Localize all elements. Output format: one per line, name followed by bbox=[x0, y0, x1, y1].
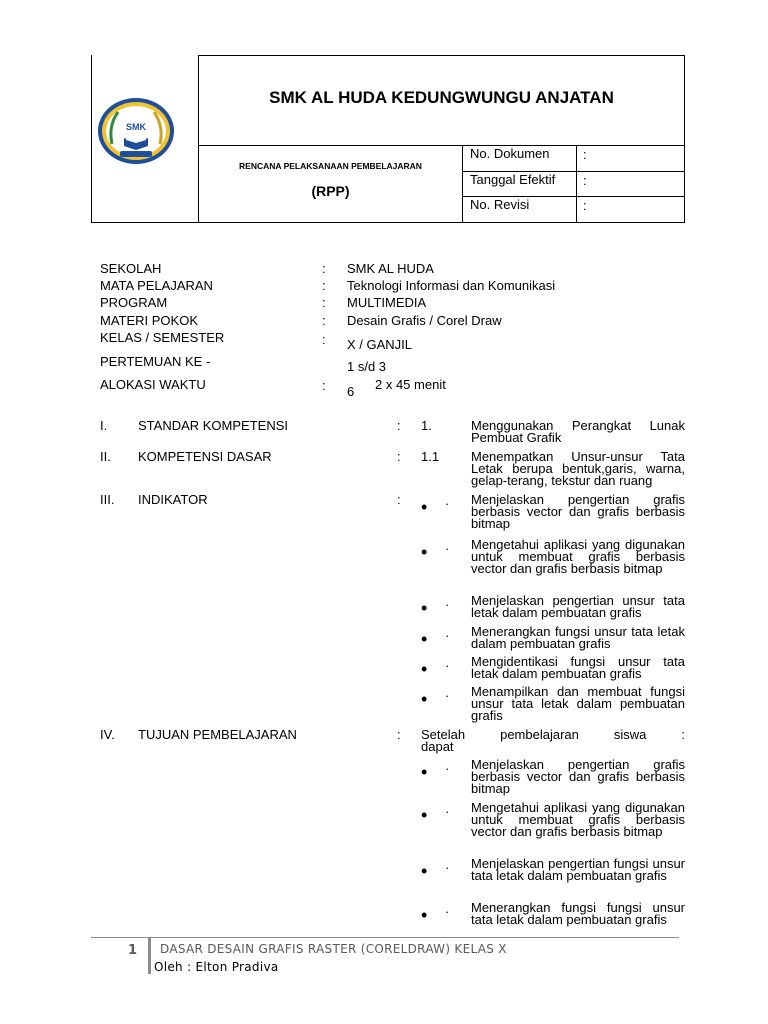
list-item: Menjelaskan pengertian fungsi unsur tata letak dalam pembuatan grafis bbox=[471, 856, 685, 883]
meta-colon: : bbox=[583, 198, 587, 213]
header-left-border bbox=[91, 55, 92, 223]
identity-colon: : bbox=[322, 278, 326, 293]
list-item: Menjelaskan pengertian grafis berbasis vector dan grafis berbasis bitmap bbox=[471, 492, 685, 531]
section-title: TUJUAN PEMBELAJARAN bbox=[138, 727, 297, 742]
dot-icon: · bbox=[445, 761, 450, 776]
section-text: Menempatkan Unsur-unsur Tata Letak berupa bentuk,garis, warna, gelap-terang, tekstur dan ruang bbox=[471, 449, 685, 488]
section-intro: Setelah pembelajaran siswa : dapat bbox=[421, 727, 685, 754]
section-text: Menggunakan Perangkat Lunak Pembuat Grafik bbox=[471, 418, 685, 445]
bullet-icon: • bbox=[421, 689, 428, 709]
identity-value: MULTIMEDIA bbox=[347, 295, 427, 310]
meta-colon: : bbox=[583, 147, 587, 162]
bullet-icon: • bbox=[421, 805, 428, 825]
list-item: Mengetahui aplikasi yang digunakan untuk membuat grafis berbasis vector dan grafis berbasis bitmap bbox=[471, 800, 685, 839]
identity-colon: : bbox=[322, 295, 326, 310]
section-number: II. bbox=[100, 449, 111, 464]
list-item: Mengidentikasi fungsi unsur tata letak dalam pembuatan grafis bbox=[471, 654, 685, 681]
identity-label: ALOKASI WAKTU bbox=[100, 377, 206, 392]
identity-value: SMK AL HUDA bbox=[347, 261, 434, 276]
identity-colon: : bbox=[322, 332, 326, 347]
identity-label: SEKOLAH bbox=[100, 261, 162, 276]
identity-value: 2 x 45 menit bbox=[375, 377, 446, 392]
dot-icon: · bbox=[445, 658, 450, 673]
identity-label: PERTEMUAN KE - bbox=[100, 354, 211, 369]
meta-label-no-dokumen: No. Dokumen bbox=[470, 146, 550, 161]
bullet-icon: • bbox=[421, 542, 428, 562]
identity-value: 1 s/d 3 bbox=[347, 359, 387, 374]
list-item: Menjelaskan pengertian grafis berbasis vector dan grafis berbasis bitmap bbox=[471, 757, 685, 796]
bullet-icon: • bbox=[421, 497, 428, 517]
identity-colon: : bbox=[322, 313, 326, 328]
list-item: Menerangkan fungsi unsur tata letak dalam pembuatan grafis bbox=[471, 624, 685, 651]
section-code: 1.1 bbox=[421, 449, 440, 464]
identity-value: Desain Grafis / Corel Draw bbox=[347, 313, 502, 328]
dot-icon: · bbox=[445, 688, 450, 703]
list-item: Mengetahui aplikasi yang digunakan untuk membuat grafis berbasis vector dan grafis berbasis bitmap bbox=[471, 537, 685, 576]
list-item: Menjelaskan pengertian unsur tata letak dalam pembuatan grafis bbox=[471, 593, 685, 620]
footer-rule bbox=[91, 937, 679, 938]
dot-icon: · bbox=[445, 597, 450, 612]
dot-icon: · bbox=[445, 496, 450, 511]
header-meta-divider bbox=[462, 145, 463, 223]
dot-icon: · bbox=[445, 860, 450, 875]
bullet-icon: • bbox=[421, 762, 428, 782]
meta-colon: : bbox=[583, 173, 587, 188]
document-abbreviation: (RPP) bbox=[311, 183, 350, 199]
identity-label: PROGRAM bbox=[100, 295, 168, 310]
bullet-icon: • bbox=[421, 659, 428, 679]
school-title: SMK AL HUDA KEDUNGWUNGU ANJATAN bbox=[269, 88, 614, 107]
section-number: IV. bbox=[100, 727, 115, 742]
bullet-icon: • bbox=[421, 905, 428, 925]
section-title: KOMPETENSI DASAR bbox=[138, 449, 272, 464]
section-code: 1. bbox=[421, 418, 432, 433]
identity-label: MATERI POKOK bbox=[100, 313, 198, 328]
section-number: III. bbox=[100, 492, 115, 507]
identity-colon: : bbox=[322, 261, 326, 276]
meta-label-tanggal-efektif: Tanggal Efektif bbox=[470, 172, 556, 187]
list-item: Menerangkan fungsi fungsi unsur tata letak dalam pembuatan grafis bbox=[471, 900, 685, 927]
footer-title: DASAR DESAIN GRAFIS RASTER (CORELDRAW) KELAS X bbox=[160, 942, 507, 956]
header-top-border bbox=[198, 55, 685, 56]
dot-icon: · bbox=[445, 804, 450, 819]
identity-label: MATA PELAJARAN bbox=[100, 278, 213, 293]
section-title: STANDAR KOMPETENSI bbox=[138, 418, 289, 433]
list-item: Menampilkan dan membuat fungsi unsur tata letak dalam pembuatan grafis bbox=[471, 684, 685, 723]
document-type: RENCANA PELAKSANAAN PEMBELAJARAN bbox=[239, 161, 422, 171]
section-colon: : bbox=[397, 449, 401, 464]
page-number: 1 bbox=[128, 943, 138, 958]
section-colon: : bbox=[397, 418, 401, 433]
identity-colon: : bbox=[322, 378, 326, 393]
footer-author: Oleh : Elton Pradiva bbox=[154, 960, 279, 974]
bullet-icon: • bbox=[421, 861, 428, 881]
section-number: I. bbox=[100, 418, 108, 433]
header-meta-colon-divider bbox=[576, 145, 577, 223]
bullet-icon: • bbox=[421, 598, 428, 618]
header-title-divider bbox=[198, 145, 685, 146]
header-right-border bbox=[684, 55, 685, 223]
bullet-icon: • bbox=[421, 629, 428, 649]
section-colon: : bbox=[397, 492, 401, 507]
dot-icon: · bbox=[445, 541, 450, 556]
logo-text: SMK bbox=[126, 122, 146, 132]
identity-label: KELAS / SEMESTER bbox=[100, 330, 225, 345]
footer-divider bbox=[148, 938, 151, 974]
header-bottom-border bbox=[91, 222, 685, 223]
section-title: INDIKATOR bbox=[138, 492, 208, 507]
identity-value-count: 6 bbox=[347, 384, 355, 399]
section-colon: : bbox=[397, 727, 401, 742]
dot-icon: · bbox=[445, 628, 450, 643]
identity-value: X / GANJIL bbox=[347, 337, 413, 352]
dot-icon: · bbox=[445, 904, 450, 919]
identity-value: Teknologi Informasi dan Komunikasi bbox=[347, 278, 556, 293]
meta-label-no-revisi: No. Revisi bbox=[470, 197, 530, 212]
